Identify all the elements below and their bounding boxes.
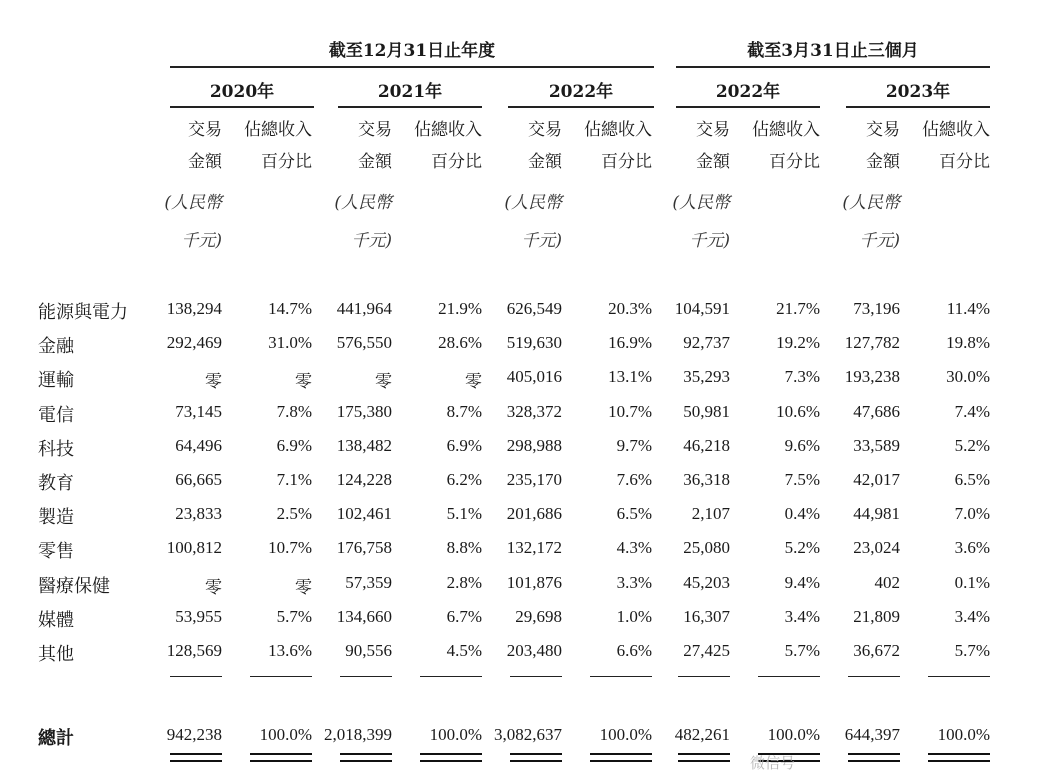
table-cell: 7.0%: [954, 504, 990, 524]
unit-label: 千元): [521, 231, 562, 251]
table-cell: 44,981: [853, 504, 900, 524]
table-cell: 9.7%: [616, 435, 652, 455]
table-cell: 405,016: [506, 367, 562, 387]
table-cell: 25,080: [683, 538, 730, 558]
sum-rule: [420, 676, 482, 677]
table-cell: 13.1%: [608, 367, 652, 387]
percent-header: 佔總收入: [414, 120, 482, 140]
table-cell: 519,630: [506, 333, 562, 353]
table-cell: 7.6%: [616, 470, 652, 489]
row-label: 能源與電力: [38, 302, 128, 323]
table-cell: 73,196: [853, 299, 900, 318]
percent-header: 佔總收入: [752, 120, 820, 140]
total-cell: 100.0%: [767, 725, 820, 744]
table-cell: 19.8%: [946, 333, 990, 353]
unit-label: 千元): [859, 231, 900, 251]
amount-header: 交易: [358, 120, 392, 140]
table-cell: 132,172: [506, 538, 562, 558]
table-cell: 21.9%: [438, 299, 482, 318]
table-cell: 0.4%: [784, 504, 820, 524]
table-cell: 10.6%: [776, 401, 820, 421]
table-cell: 4.3%: [616, 538, 652, 558]
table-cell: 0.1%: [954, 572, 990, 592]
table-cell: 21,809: [853, 606, 900, 626]
unit-label: (人民幣: [672, 193, 730, 213]
table-cell: 28.6%: [438, 333, 482, 353]
table-cell: 175,380: [336, 401, 392, 421]
percent-header: 百分比: [431, 152, 482, 172]
table-cell: 66,665: [175, 470, 222, 489]
watermark-text: 微信号: [750, 754, 796, 772]
total-double-rule: [250, 753, 312, 762]
table-cell: 201,686: [506, 504, 562, 524]
table-cell: 16,307: [683, 606, 730, 626]
table-cell: 203,480: [506, 641, 562, 660]
table-cell: 7.3%: [784, 367, 820, 387]
row-label: 媒體: [38, 609, 74, 631]
table-cell: 4.5%: [446, 641, 482, 660]
table-cell: 2.8%: [446, 572, 482, 592]
table-cell: 23,833: [175, 504, 222, 524]
table-cell: 402: [874, 572, 900, 592]
sum-rule: [340, 676, 392, 677]
unit-label: (人民幣: [842, 193, 900, 213]
total-cell: 100.0%: [259, 725, 312, 744]
table-cell: 328,372: [506, 401, 562, 421]
row-label: 電信: [38, 404, 74, 426]
table-cell: 90,556: [345, 641, 392, 660]
table-cell: 1.0%: [616, 606, 652, 626]
percent-header: 百分比: [769, 152, 820, 172]
total-double-rule: [170, 753, 222, 762]
table-cell: 21.7%: [776, 299, 820, 318]
table-cell: 138,482: [336, 435, 392, 455]
year-rule: [170, 106, 314, 108]
total-cell: 100.0%: [599, 725, 652, 744]
year-rule: [676, 106, 820, 108]
sum-rule: [758, 676, 820, 677]
table-cell: 零: [465, 372, 482, 392]
table-cell: 7.8%: [276, 401, 312, 421]
table-cell: 576,550: [336, 333, 392, 353]
amount-header: 交易: [696, 120, 730, 140]
table-cell: 7.1%: [276, 470, 312, 489]
unit-label: (人民幣: [504, 193, 562, 213]
percent-header: 佔總收入: [244, 120, 312, 140]
table-cell: 64,496: [175, 435, 222, 455]
table-cell: 6.5%: [616, 504, 652, 524]
unit-label: (人民幣: [164, 193, 222, 213]
table-cell: 2,107: [691, 504, 730, 524]
total-double-rule: [510, 753, 562, 762]
row-label: 運輸: [38, 370, 74, 392]
table-cell: 5.7%: [954, 641, 990, 660]
table-cell: 101,876: [506, 572, 562, 592]
total-double-rule: [848, 753, 900, 762]
table-cell: 5.7%: [276, 606, 312, 626]
total-double-rule: [928, 753, 990, 762]
unit-label: 千元): [181, 231, 222, 251]
table-cell: 5.7%: [784, 641, 820, 660]
table-cell: 9.4%: [784, 572, 820, 592]
table-cell: 47,686: [853, 401, 900, 421]
table-cell: 42,017: [853, 470, 900, 489]
sum-rule: [928, 676, 990, 677]
percent-header: 百分比: [601, 152, 652, 172]
sum-rule: [510, 676, 562, 677]
table-cell: 441,964: [336, 299, 392, 318]
table-cell: 127,782: [844, 333, 900, 353]
percent-header: 百分比: [261, 152, 312, 172]
table-cell: 10.7%: [608, 401, 652, 421]
table-cell: 27,425: [683, 641, 730, 660]
table-cell: 8.7%: [446, 401, 482, 421]
table-cell: 29,698: [515, 606, 562, 626]
table-cell: 零: [375, 372, 392, 392]
table-cell: 235,170: [506, 470, 562, 489]
table-cell: 45,203: [683, 572, 730, 592]
year-rule: [338, 106, 482, 108]
amount-header: 交易: [528, 120, 562, 140]
table-cell: 104,591: [674, 299, 730, 318]
table-cell: 23,024: [853, 538, 900, 558]
table-cell: 零: [295, 372, 312, 392]
amount-header: 金額: [866, 152, 900, 172]
year-header: 2022年: [715, 82, 781, 102]
table-cell: 6.6%: [616, 641, 652, 660]
unit-label: 千元): [689, 231, 730, 251]
total-label: 總計: [38, 728, 74, 749]
sum-rule: [678, 676, 730, 677]
table-cell: 128,569: [166, 641, 222, 660]
table-cell: 100,812: [166, 538, 222, 558]
total-double-rule: [590, 753, 652, 762]
table-cell: 124,228: [336, 470, 392, 489]
table-cell: 138,294: [166, 299, 222, 318]
total-cell: 482,261: [674, 725, 730, 744]
amount-header: 金額: [358, 152, 392, 172]
unit-label: (人民幣: [334, 193, 392, 213]
table-cell: 零: [205, 577, 222, 597]
table-cell: 8.8%: [446, 538, 482, 558]
table-cell: 33,589: [853, 435, 900, 455]
group-title-annual: 截至12月31日止年度: [328, 41, 496, 61]
total-double-rule: [340, 753, 392, 762]
table-cell: 6.2%: [446, 470, 482, 489]
row-label: 製造: [38, 507, 74, 529]
group-title-quarter: 截至3月31日止三個月: [747, 41, 919, 61]
table-cell: 11.4%: [946, 299, 990, 318]
total-double-rule: [678, 753, 730, 762]
table-cell: 10.7%: [268, 538, 312, 558]
table-cell: 5.1%: [446, 504, 482, 524]
unit-label: 千元): [351, 231, 392, 251]
year-header: 2020年: [209, 82, 275, 102]
table-cell: 53,955: [175, 606, 222, 626]
year-header: 2021年: [377, 82, 443, 102]
row-label: 零售: [38, 541, 74, 563]
total-cell: 644,397: [844, 725, 900, 744]
total-cell: 2,018,399: [324, 725, 392, 744]
table-cell: 9.6%: [784, 435, 820, 455]
row-label: 金融: [38, 336, 74, 358]
group-rule-annual: [170, 66, 654, 68]
table-cell: 5.2%: [954, 435, 990, 455]
table-cell: 7.5%: [784, 470, 820, 489]
table-cell: 3.4%: [784, 606, 820, 626]
table-cell: 16.9%: [608, 333, 652, 353]
table-cell: 36,672: [853, 641, 900, 660]
row-label: 其他: [38, 644, 74, 665]
table-cell: 3.4%: [954, 606, 990, 626]
amount-header: 金額: [528, 152, 562, 172]
total-cell: 100.0%: [937, 725, 990, 744]
table-cell: 102,461: [336, 504, 392, 524]
sum-rule: [250, 676, 312, 677]
percent-header: 佔總收入: [922, 120, 990, 140]
total-cell: 942,238: [166, 725, 222, 744]
table-cell: 6.9%: [276, 435, 312, 455]
table-cell: 3.3%: [616, 572, 652, 592]
table-cell: 36,318: [683, 470, 730, 489]
table-cell: 57,359: [345, 572, 392, 592]
group-rule-quarter: [676, 66, 990, 68]
table-cell: 5.2%: [784, 538, 820, 558]
table-cell: 50,981: [683, 401, 730, 421]
table-cell: 19.2%: [776, 333, 820, 353]
table-cell: 3.6%: [954, 538, 990, 558]
total-cell: 100.0%: [429, 725, 482, 744]
table-cell: 46,218: [683, 435, 730, 455]
table-cell: 14.7%: [268, 299, 312, 318]
table-cell: 30.0%: [946, 367, 990, 387]
amount-header: 金額: [696, 152, 730, 172]
amount-header: 交易: [188, 120, 222, 140]
table-cell: 6.5%: [954, 470, 990, 489]
table-cell: 35,293: [683, 367, 730, 387]
year-rule: [508, 106, 654, 108]
table-cell: 73,145: [175, 401, 222, 421]
percent-header: 百分比: [939, 152, 990, 172]
table-cell: 零: [295, 577, 312, 597]
table-cell: 92,737: [683, 333, 730, 353]
sum-rule: [170, 676, 222, 677]
year-header: 2022年: [548, 82, 614, 102]
row-label: 科技: [38, 438, 74, 460]
table-cell: 零: [205, 372, 222, 392]
amount-header: 交易: [866, 120, 900, 140]
table-cell: 298,988: [506, 435, 562, 455]
year-header: 2023年: [885, 82, 951, 102]
table-cell: 6.9%: [446, 435, 482, 455]
table-cell: 134,660: [336, 606, 392, 626]
table-cell: 292,469: [166, 333, 222, 353]
amount-header: 金額: [188, 152, 222, 172]
table-cell: 7.4%: [954, 401, 990, 421]
table-cell: 6.7%: [446, 606, 482, 626]
sum-rule: [848, 676, 900, 677]
table-cell: 31.0%: [268, 333, 312, 353]
sum-rule: [590, 676, 652, 677]
table-cell: 20.3%: [608, 299, 652, 318]
table-cell: 193,238: [844, 367, 900, 387]
table-cell: 626,549: [506, 299, 562, 318]
year-rule: [846, 106, 990, 108]
total-double-rule: [420, 753, 482, 762]
table-cell: 176,758: [336, 538, 392, 558]
row-label: 教育: [38, 473, 74, 494]
table-cell: 13.6%: [268, 641, 312, 660]
table-cell: 2.5%: [276, 504, 312, 524]
percent-header: 佔總收入: [584, 120, 652, 140]
row-label: 醫療保健: [38, 575, 110, 597]
total-cell: 3,082,637: [494, 725, 562, 744]
